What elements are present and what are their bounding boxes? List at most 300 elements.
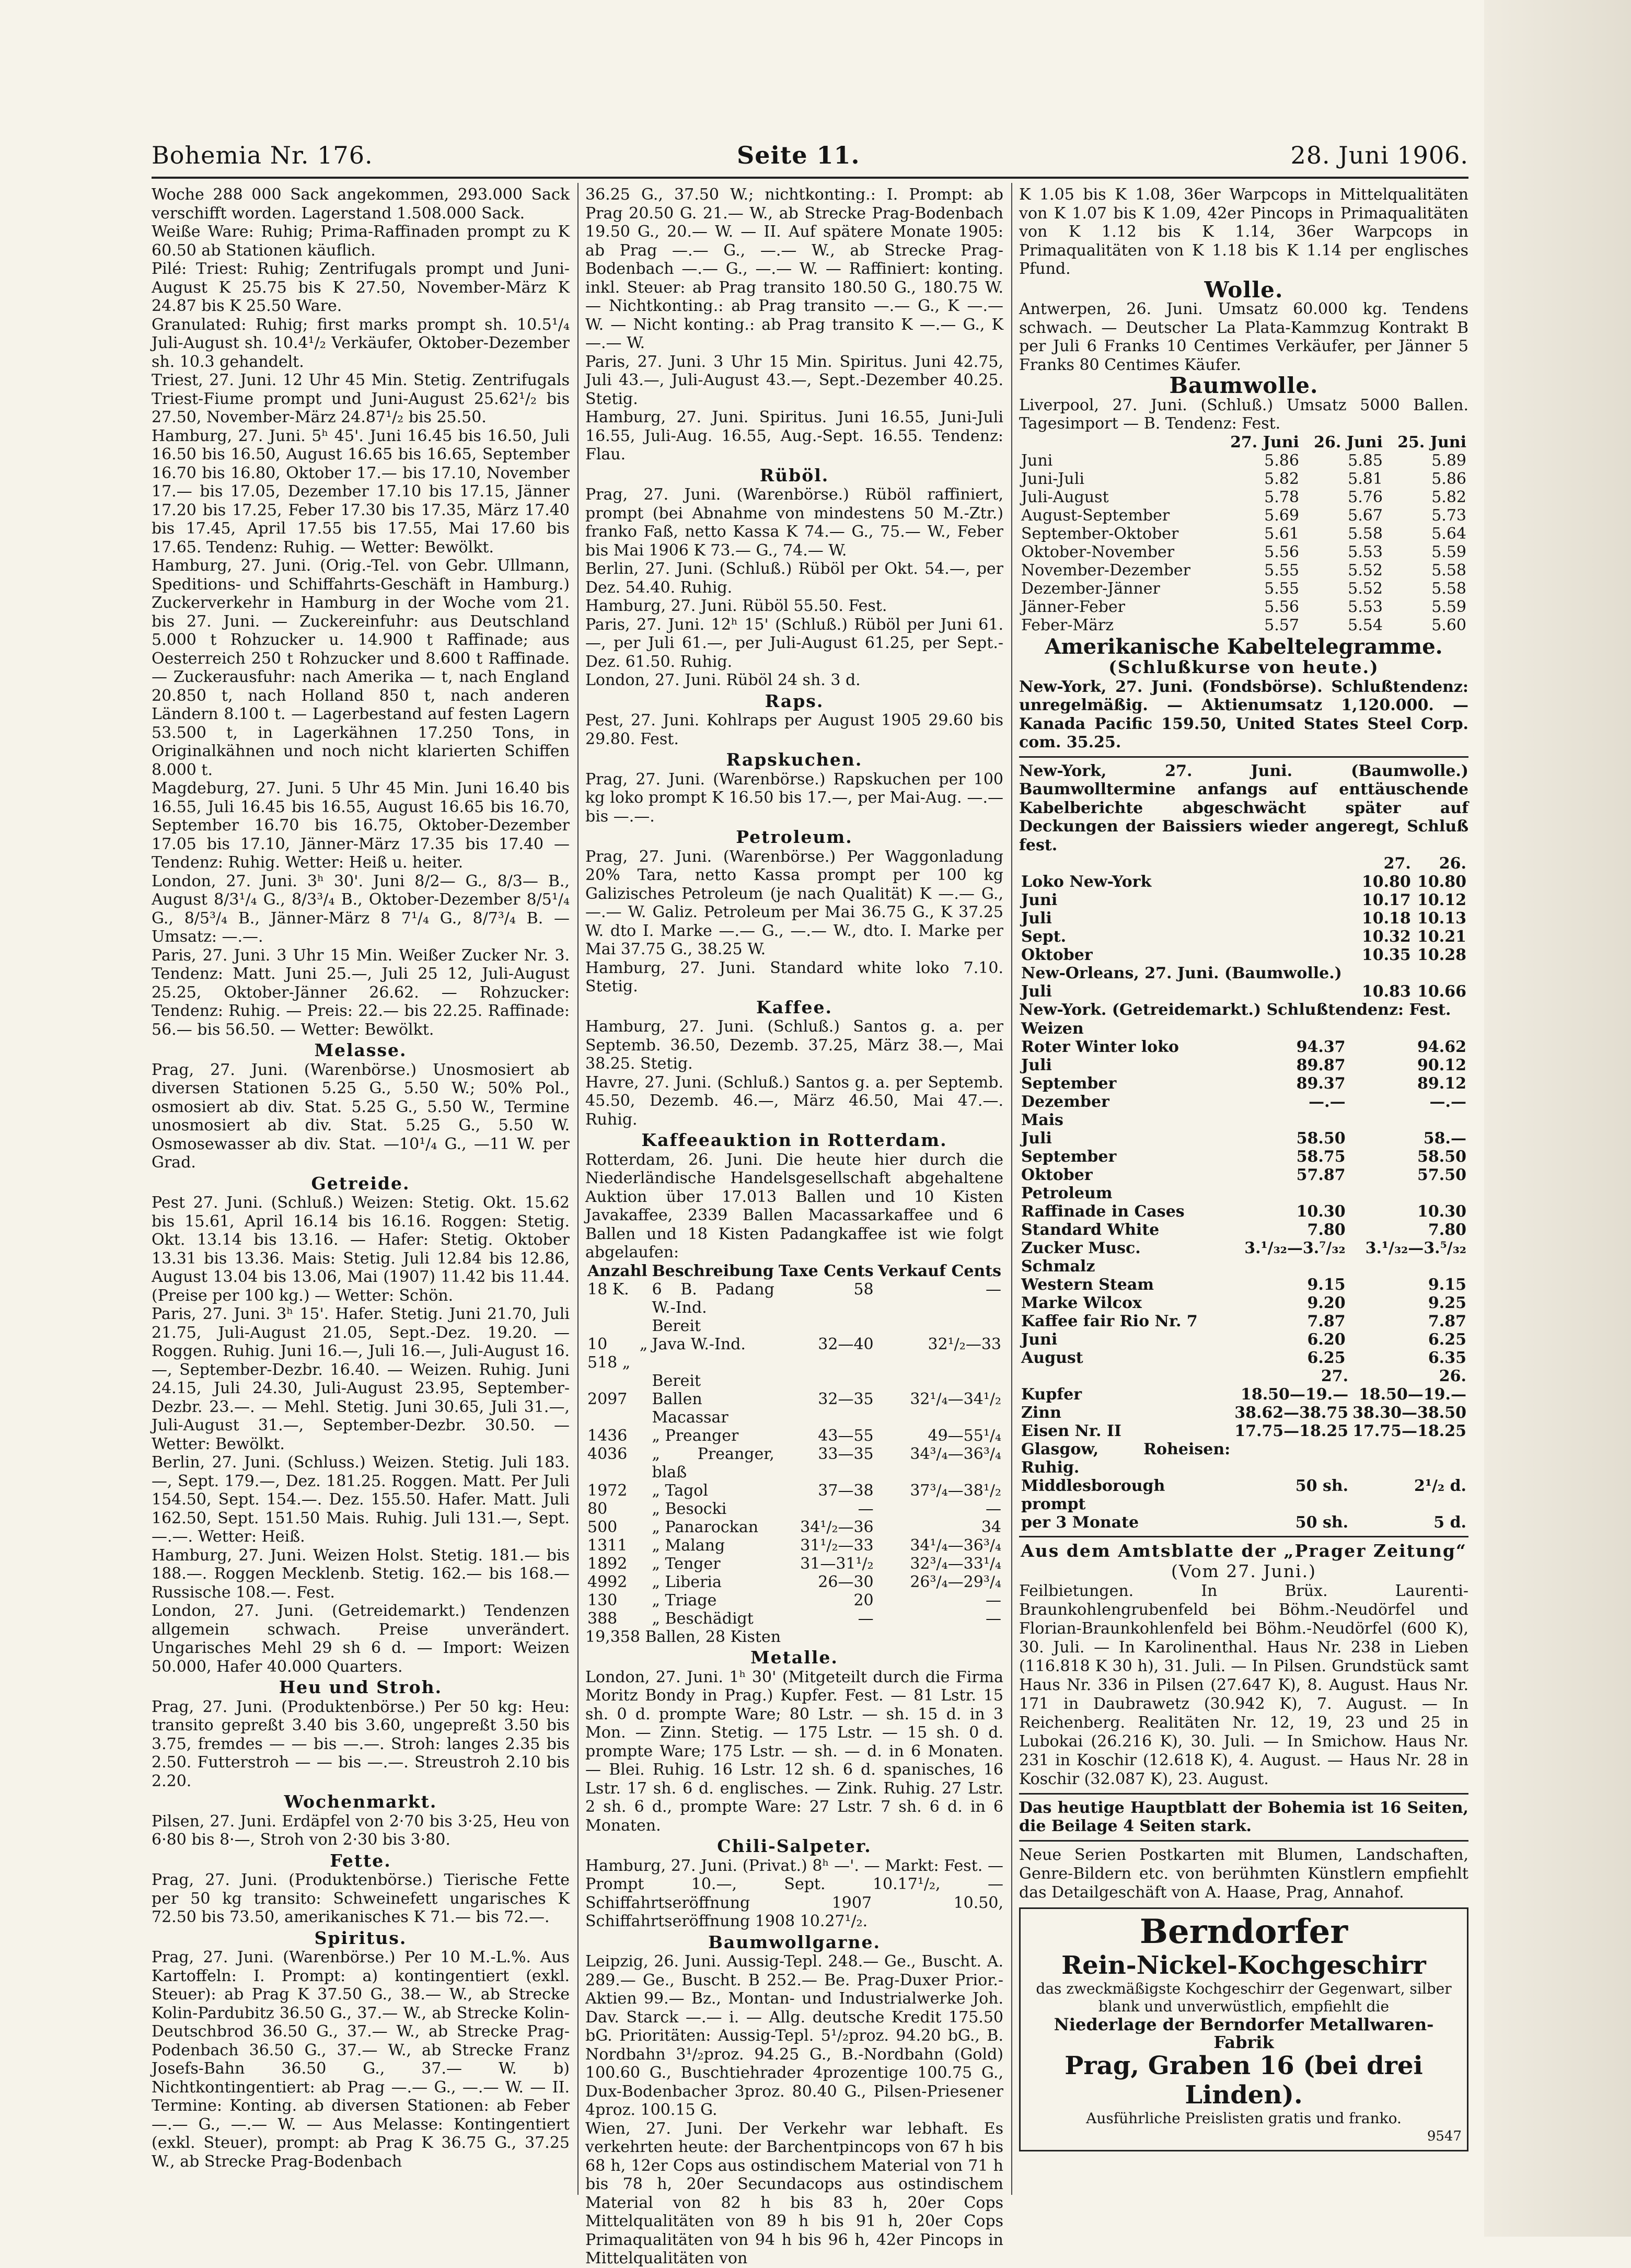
table-cell: — [986, 1591, 1001, 1610]
paragraph: Antwerpen, 26. Juni. Umsatz 60.000 kg. Tendens schwach. — Deutscher La Plata-Kammzug Kontrakt B per Juli 6 Franks 10 Centimes Verkäufer, per Jänner 5 Franks 80 Centimes Käufer. [1019, 300, 1468, 374]
table-cell [777, 1372, 876, 1390]
table-cell: 6.35 [1428, 1348, 1466, 1367]
table-cell: 5.73 [1431, 506, 1466, 525]
table-cell: 33—35 [818, 1444, 874, 1463]
table-cell: August-September [1021, 506, 1170, 525]
table-cell: Juli [1021, 1129, 1052, 1148]
table-cell: Raffinade in Cases [1021, 1202, 1185, 1221]
table-cell: 10.80 [1417, 873, 1466, 891]
table-cell: 10.35 [1361, 946, 1411, 964]
section-heading: Getreide. [311, 1173, 410, 1194]
table-cell: 10.12 [1417, 891, 1466, 909]
paragraph: Pest 27. Juni. (Schluß.) Weizen: Stetig. Okt. 15.62 bis 15.61, April 16.14 bis 16.16. Roggen: Stetig. Okt. 13.14 bis 13.16. — Hafer: Stetig. Oktober 13.31 bis 13.36. Mais: Stetig. Juli 12.84 bis 12.86, August 13.04 bis 13.06, Mai (1907) 11.42 bis 11.44. (Preise per 100 kg.) — Wetter: Schön. [152, 1194, 570, 1305]
table-row [1019, 598, 1468, 616]
table-cell: 9.15 [1307, 1275, 1346, 1294]
paragraph: Berlin, 27. Juni. (Schluss.) Weizen. Stetig. Juli 183.—, Sept. 179.—, Dez. 181.25. Roggen. Matt. Per Juli 154.50, Sept. 154.—. Dez. 155.50. Hafer. Matt. Juli 162.50, Sept. 151.50 Mais. Ruhig. Juli 131.—, Sept. —.—. Wetter: Heiß. [152, 1453, 570, 1546]
table-cell: 7.87 [1428, 1312, 1466, 1330]
table-cell: „ Tenger [652, 1554, 721, 1573]
table-row [1019, 1312, 1468, 1330]
table-cell: 5.69 [1264, 506, 1299, 525]
table-cell: 5.58 [1431, 561, 1466, 580]
table-cell: „ Besocki [652, 1499, 727, 1518]
table-row [1019, 1148, 1468, 1166]
table-row [1019, 928, 1468, 946]
table-cell: „ Preanger [652, 1426, 739, 1445]
table-cell [1413, 964, 1468, 982]
table-cell: 10.17 [1361, 891, 1411, 909]
table-cell: 90.12 [1417, 1056, 1466, 1074]
column-divider [577, 183, 579, 2195]
column-3 [1019, 186, 1468, 2197]
table-cell: — [986, 1609, 1001, 1628]
divider [1019, 1793, 1468, 1795]
table-cell: 31¹/₂—33 [800, 1536, 874, 1555]
table-body [1019, 452, 1468, 634]
table-cell: 2097 [587, 1390, 628, 1408]
table-cell: 10.80 [1361, 873, 1411, 891]
table-cell: 49—55¹/₄ [928, 1426, 1001, 1445]
table-row [1019, 1440, 1468, 1477]
table-row [1019, 1020, 1468, 1038]
advertisement-box [1019, 1907, 1468, 2152]
table-cell: 58.50 [1296, 1129, 1346, 1148]
paragraph: New-York, 27. Juni. (Baumwolle.) Baumwolltermine anfangs auf enttäuschende Kabelberichte abgeschwächt später auf Deckungen der Baissiers wieder angeregt, Schluß fest. [1019, 761, 1468, 854]
table-cell: 34 [981, 1518, 1001, 1536]
section-heading: Rüböl. [759, 465, 829, 485]
table-cell [876, 1317, 1003, 1335]
table-cell: Juni [1021, 451, 1053, 470]
paragraph: London, 27. Juni. Rüböl 24 sh. 3 d. [585, 671, 861, 689]
header-rule [152, 177, 1468, 179]
table-row [1019, 946, 1468, 964]
table-header-cell [1019, 854, 1358, 873]
table-cell [1227, 1020, 1347, 1038]
table-cell: Mais [1021, 1110, 1063, 1129]
table-header-cell: Verkauf Cents [877, 1262, 1001, 1280]
table-row [1019, 1184, 1468, 1202]
table-cell: 57.50 [1417, 1165, 1466, 1184]
table-cell: 37—38 [818, 1481, 874, 1500]
table-row [585, 1427, 1003, 1445]
table-cell: —.— [1309, 1092, 1346, 1111]
section-heading: Fette. [330, 1850, 391, 1871]
table-row [1019, 1349, 1468, 1367]
table-row [1019, 1330, 1468, 1349]
table-cell: 6 B. Padang W.-Ind. [652, 1280, 774, 1317]
table-cell: 5.59 [1431, 542, 1466, 561]
paragraph: Triest, 27. Juni. 12 Uhr 45 Min. Stetig. Zentrifugals Triest-Fiume prompt und Juni-August 25.62¹/₂ bis 27.50, November-März 24.87¹/₂ bis 25.50. [152, 371, 570, 426]
table-cell: 20 [853, 1591, 874, 1610]
table-cell: 7.80 [1307, 1220, 1346, 1239]
table-cell: 5.86 [1431, 469, 1466, 488]
header-page-number: Seite 11. [737, 141, 860, 169]
table-row [1019, 982, 1468, 1001]
table-cell: 58.— [1423, 1129, 1466, 1148]
table-cell: Jänner-Feber [1021, 597, 1126, 616]
table-cell: 89.12 [1417, 1074, 1466, 1093]
table-cell: 10 „ 518 „ [587, 1335, 648, 1372]
table-cell: November-Dezember [1021, 561, 1191, 580]
table-cell: Juli [1021, 1056, 1052, 1074]
table-cell: 10.21 [1417, 928, 1466, 946]
table-cell [777, 1317, 876, 1335]
table-body [1019, 1020, 1468, 1367]
table-cell: 58.50 [1417, 1147, 1466, 1166]
grain-market-table [1019, 1020, 1468, 1367]
table-header-cell: 27. [1383, 854, 1411, 873]
table-cell: 37³/₄—38¹/₂ [910, 1481, 1001, 1500]
table-cell: 58.75 [1296, 1147, 1346, 1166]
paragraph: Prag, 27. Juni. (Produktenbörse.) Tierische Fette per 50 kg transito: Schweinefett ungarisches K 72.50 bis 73.50, amerikanisches K 71.— bis 72.—. [152, 1871, 570, 1926]
table-cell: Petroleum [1021, 1184, 1113, 1202]
advertisement-text: Neue Serien Postkarten mit Blumen, Landschaften, Genre-Bildern etc. von berühmten Künstlern empfiehlt das Detailgeschäft von A. Haase, Prag, Annahof. [1019, 1845, 1468, 1902]
table-header-cell: Taxe Cents [778, 1262, 874, 1280]
section-heading: Baumwolle. [1169, 373, 1318, 398]
table-cell: 50 sh. [1295, 1513, 1349, 1532]
table-cell: 5.60 [1431, 616, 1466, 634]
table-cell [876, 1372, 1003, 1390]
table-cell: 5.56 [1264, 597, 1299, 616]
table-cell: 5.58 [1431, 579, 1466, 598]
divider [1019, 1536, 1468, 1537]
table-row [1019, 873, 1468, 891]
table-cell: 5.67 [1348, 506, 1383, 525]
table-cell: 5.78 [1264, 488, 1299, 506]
table-cell: — [858, 1609, 874, 1628]
table-cell: 58 [853, 1280, 874, 1299]
paragraph: Pilsen, 27. Juni. Erdäpfel von 2·70 bis 3·25, Heu von 6·80 bis 8·—, Stroh von 2·30 bis 3·80. [152, 1812, 570, 1849]
table-cell: 34¹/₂—36 [800, 1518, 874, 1536]
table-cell: „ Panarockan [652, 1518, 759, 1536]
paragraph: Paris, 27. Juni. 3ʰ 15'. Hafer. Stetig. Juni 21.70, Juli 21.75, Juli-August 21.05, Sept.-Dez. 19.20. — Roggen. Ruhig. Juni 16.—, Juli 16.—, Juli-August 16.—, September-Dezbr. 16.40. — Weizen. Ruhig. Juni 24.15, Juli 24.30, Juli-August 23.95, September-Dezbr. 23.—. — Mehl. Stetig. Juni 30.65, Juli 31.—, Juli-August 31.—, September-Dezbr. 30.50. — Wetter: Bewölkt. [152, 1305, 570, 1453]
table-cell: 1311 [587, 1536, 628, 1555]
table-cell: 5.64 [1431, 524, 1466, 543]
table-cell: Oktober [1021, 1165, 1093, 1184]
section-heading: Wolle. [1204, 276, 1283, 303]
table-cell: 10.28 [1417, 946, 1466, 964]
table-cell: Zinn [1021, 1403, 1061, 1422]
table-cell: 32¹/₂—33 [928, 1335, 1001, 1353]
table-cell: 500 [587, 1518, 618, 1536]
table-row [585, 1280, 1003, 1317]
paragraph: London, 27. Juni. (Getreidemarkt.) Tendenzen allgemein schwach. Preise unverändert. Ungarisches Mehl 29 sh 6 d. — Import: Weizen 50.000, Hafer 40.000 Quarters. [152, 1602, 570, 1676]
section-heading: Kaffee. [756, 997, 832, 1017]
table-cell: 38.30—38.50 [1352, 1403, 1466, 1422]
table-cell: 5.53 [1348, 597, 1383, 616]
table-cell: September-Oktober [1021, 524, 1179, 543]
column-divider [1011, 183, 1012, 2195]
table-cell: New-Orleans, 27. Juni. (Baumwolle.) [1021, 964, 1342, 982]
table-row [1019, 1221, 1468, 1239]
paragraph: 36.25 G., 37.50 W.; nichtkonting.: I. Prompt: ab Prag 20.50 G. 21.— W., ab Strecke Prag-Bodenbach 19.50 G., 20.— W. — II. Auf spätere Monate 1905: ab Prag —.— G., —.— W., ab Strecke Prag-Bodenbach —.— G., —.— W. — Raffiniert: konting. inkl. Steuer: ab Prag transito 180.50 G., 180.75 W. — Nichtkonting.: ab Prag transito —.— G., K —.— W. — Nicht konting.: ab Prag transito K —.— G., K —.— W. [585, 186, 1003, 352]
table-cell: 9.25 [1428, 1293, 1466, 1312]
table-cell: „ Malang [652, 1536, 725, 1555]
table-cell: „ Preanger, blaß [652, 1444, 774, 1482]
table-cell: 5.81 [1348, 469, 1383, 488]
ad-text: Ausführliche Preislisten gratis und franko. [1086, 2109, 1402, 2127]
table-header-row [1019, 854, 1468, 873]
table-cell: 17.75—18.25 [1352, 1421, 1466, 1440]
section-heading: Rapskuchen. [726, 749, 863, 770]
paragraph: New-York, 27. Juni. (Fondsbörse). Schlußtendenz: unregelmäßig. — Aktienumsatz 1,120.000. — Kanada Pacific 159.50, United States Steel Corp. com. 35.25. [1019, 677, 1468, 751]
table-cell: 89.37 [1296, 1074, 1346, 1093]
header-date: 28. Juni 1906. [1290, 141, 1468, 169]
paragraph: Hamburg, 27. Juni. Weizen Holst. Stetig. 181.— bis 188.—. Roggen Mecklenb. Stetig. 162.— bis 168.— Russische 108.—. Fest. [152, 1546, 570, 1602]
table-cell: 1972 [587, 1481, 628, 1500]
table-cell [1232, 1440, 1350, 1477]
table-cell [1358, 964, 1413, 982]
table-row [1019, 909, 1468, 928]
cotton-price-table [1019, 433, 1468, 634]
paragraph: Weiße Ware: Ruhig; Prima-Raffinaden prompt zu K 60.50 ab Stationen käuflich. [152, 223, 570, 260]
paragraph: Hamburg, 27. Juni. Rüböl 55.50. Fest. [585, 597, 887, 615]
paragraph: Liverpool, 27. Juni. (Schluß.) Umsatz 5000 Ballen. Tagesimport — B. Tendenz: Fest. [1019, 396, 1468, 433]
section-heading: Melasse. [314, 1040, 407, 1060]
table-cell [1227, 1111, 1347, 1129]
table-cell: Juli [1021, 909, 1052, 928]
table-cell: „ Triage [652, 1591, 717, 1610]
table-cell: 26³/₄—29³/₄ [910, 1572, 1001, 1591]
table-cell: Standard White [1021, 1220, 1160, 1239]
section-heading: Metalle. [750, 1647, 838, 1668]
table-row [1019, 561, 1468, 580]
table-cell: 5.82 [1264, 469, 1299, 488]
table-cell: Feber-März [1021, 616, 1114, 634]
paragraph: New-York. (Getreidemarkt.) Schlußtendenz: Fest. [1019, 1001, 1451, 1019]
table-cell: 9.20 [1307, 1293, 1346, 1312]
table-cell: 5.52 [1348, 561, 1383, 580]
paragraph: London, 27. Juni. 1ʰ 30' (Mitgeteilt durch die Firma Moritz Bondy in Prag.) Kupfer. Fest. — 81 Lstr. 15 sh. 0 d. prompte Ware; 80 Lstr. — sh. 15 d. in 3 Mon. — Zinn. Stetig. — 175 Lstr. — 15 sh. 0 d. prompte Ware; 175 Lstr. — sh. — d. in 6 Monaten. — Blei. Ruhig. 16 Lstr. 12 sh. 6 d. spanisches, 16 Lstr. 17 sh. 6 d. englisches. — Zink. Ruhig. 27 Lstr. 2 sh. 6 d., prompte Ware: 27 Lstr. 7 sh. 6 d. in 6 Monaten. [585, 1668, 1003, 1835]
divider [1019, 756, 1468, 758]
table-body [1019, 873, 1468, 1001]
table-row [1019, 506, 1468, 525]
paragraph: Paris, 27. Juni. 3 Uhr 15 Min. Weißer Zucker Nr. 3. Tendenz: Matt. Juni 25.—, Juli 25 12, Juli-August 25.25, Oktober-Jänner 26.62. — Rohzucker: Tendenz: Ruhig. — Preis: 22.— bis 22.25. Raffinade: 56.— bis 56.50. — Wetter: Bewölkt. [152, 946, 570, 1039]
ny-cotton-table [1019, 854, 1468, 1001]
table-header-cell: Anzahl [587, 1262, 647, 1280]
table-body [585, 1280, 1003, 1628]
table-row [1019, 1202, 1468, 1221]
table-cell: September [1021, 1074, 1117, 1093]
table-cell: 9.15 [1428, 1275, 1466, 1294]
paragraph: Pest, 27. Juni. Kohlraps per August 1905 29.60 bis 29.80. Fest. [585, 711, 1003, 748]
table-cell: 80 [587, 1499, 608, 1518]
table-cell: 32³/₄—33¹/₄ [910, 1554, 1001, 1573]
section-heading: Heu und Stroh. [279, 1677, 443, 1697]
table-cell [1348, 1020, 1468, 1038]
table-row [1019, 1422, 1468, 1440]
paragraph: Prag, 27. Juni. (Warenbörse.) Unosmosiert ab diversen Stationen 5.25 G., 5.50 W.; 50% Pol., osmosiert ab div. Stat. 5.25 G., 5.50 W., Termine unosmosiert ab div. Stat. 5.25 G., 5.50 W. Osmosewasser ab div. Stat. —10¹/₄ G., —11 W. per Grad. [152, 1060, 570, 1172]
table-row [585, 1500, 1003, 1518]
table-cell: 5.55 [1264, 561, 1299, 580]
section-subheading: (Schlußkurse von heute.) [1108, 657, 1379, 677]
section-heading: Kaffeeauktion in Rotterdam. [641, 1130, 947, 1150]
table-row [1019, 1257, 1468, 1276]
table-body [1019, 1385, 1468, 1532]
table-cell: 10.66 [1417, 982, 1466, 1001]
column-1 [152, 186, 570, 2197]
table-cell: Juni [1021, 1330, 1058, 1349]
section-heading: Petroleum. [736, 827, 853, 847]
table-cell: Loko New-York [1021, 873, 1152, 891]
table-header-cell: 26. [1439, 1367, 1466, 1385]
table-row [585, 1555, 1003, 1573]
table-cell: Sept. [1021, 928, 1067, 946]
header-publication: Bohemia Nr. 176. [152, 141, 373, 169]
table-cell: Roter Winter loko [1021, 1037, 1179, 1056]
table-cell: 34³/₄—36³/₄ [910, 1444, 1001, 1463]
table-cell: 5.85 [1348, 451, 1383, 470]
table-cell: September [1021, 1147, 1117, 1166]
table-cell: 17.75—18.25 [1234, 1421, 1349, 1440]
table-cell: 26—30 [818, 1572, 874, 1591]
table-total: 19,358 Ballen, 28 Kisten [585, 1627, 781, 1646]
coffee-auction-table [585, 1262, 1003, 1628]
section-subheading: (Vom 27. Juni.) [1171, 1561, 1316, 1581]
table-row [585, 1536, 1003, 1555]
table-cell: 32—35 [818, 1390, 874, 1408]
table-header-cell: 27. [1321, 1367, 1349, 1385]
paragraph: Prag, 27. Juni. (Warenbörse.) Rüböl raffiniert, prompt (bei Abnahme von mindestens 50 M.-Ztr.) franko Faß, netto Kassa K 74.— G., 75.— W., Feber bis Mai 1906 K 73.— G., 74.— W. [585, 485, 1003, 560]
table-cell: 388 [587, 1609, 618, 1628]
table-cell: 43—55 [818, 1426, 874, 1445]
table-cell: Kupfer [1021, 1385, 1082, 1404]
paragraph: Leipzig, 26. Juni. Aussig-Tepl. 248.— Ge., Buscht. A. 289.— Ge., Buscht. B 252.— Be. Prag-Duxer Prior.-Aktien 99.— Bz., Montan- und Industrialwerke Joh. Dav. Starck —.— i. — Allg. deutsche Kredit 175.50 bG. Prioritäten: Aussig-Tepl. 5¹/₂proz. 94.20 bG., B. Nordbahn 3¹/₂proz. 94.25 G., B.-Nordbahn (Gold) 100.60 G., Buschtiehrader 4prozentige 100.75 G., Dux-Bodenbacher 3proz. 80.40 G., Pilsen-Priesener 4proz. 100.15 G. [585, 1952, 1003, 2119]
section-heading: Raps. [765, 690, 824, 711]
section-heading: Chili-Salpeter. [717, 1836, 872, 1856]
table-cell: 31—31¹/₂ [800, 1554, 874, 1573]
table-row [1019, 1093, 1468, 1111]
paragraph: Hamburg, 27. Juni. 5ʰ 45'. Juni 16.45 bis 16.50, Juli 16.50 bis 16.50, August 16.65 bis 16.65, September 16.70 bis 16.80, Oktober 17.— bis 17.10, November 17.— bis 17.05, Dezember 17.10 bis 17.15, Jänner 17.20 bis 17.25, Feber 17.30 bis 17.35, März 17.40 bis 17.45, April 17.55 bis 17.55, Mai 17.60 bis 17.65. Tendenz: Ruhig. — Wetter: Bewölkt. [152, 426, 570, 557]
table-cell: Bereit [652, 1371, 701, 1390]
table-cell: 5.58 [1348, 524, 1383, 543]
paragraph: Havre, 27. Juni. (Schluß.) Santos g. a. per Septemb. 45.50, Dezemb. 46.—, März 46.50, Mai 47.—. Ruhig. [585, 1073, 1003, 1129]
table-cell [1227, 1184, 1347, 1202]
table-cell: 1892 [587, 1554, 628, 1573]
table-cell: —.— [1429, 1092, 1466, 1111]
table-row [1019, 891, 1468, 909]
table-cell: 34¹/₄—36³/₄ [910, 1536, 1001, 1555]
table-header-cell [1019, 433, 1218, 452]
table-cell: 7.87 [1307, 1312, 1346, 1330]
table-row [1019, 580, 1468, 598]
table-row [1019, 1385, 1468, 1404]
paragraph: Prag, 27. Juni. (Warenbörse.) Rapskuchen per 100 kg loko prompt K 16.50 bis 17.—, per Mai-Aug. —.— bis —.—. [585, 770, 1003, 826]
ad-title: Berndorfer [1139, 1912, 1348, 1951]
divider [1019, 1840, 1468, 1842]
table-row [1019, 1074, 1468, 1093]
table-row [585, 1335, 1003, 1372]
table-cell: 10.83 [1361, 982, 1411, 1001]
table-cell: — [986, 1499, 1001, 1518]
table-cell: 5.82 [1431, 488, 1466, 506]
page-header [152, 141, 1468, 178]
table-header-row [1019, 1367, 1468, 1385]
table-cell: 6.25 [1307, 1348, 1346, 1367]
table-cell: 94.62 [1417, 1037, 1466, 1056]
ad-subtitle: Rein-Nickel-Kochgeschirr [1061, 1950, 1426, 1980]
table-cell: 57.87 [1296, 1165, 1346, 1184]
paragraph: Prag, 27. Juni. (Produktenbörse.) Per 50 kg: Heu: transito gepreßt 3.40 bis 3.60, ungepreßt 3.50 bis 3.75, fremdes — — bis —.—. Stroh: langes 2.35 bis 2.50. Futterstroh — — bis —.—. Streustroh 2.10 bis 2.20. [152, 1697, 570, 1790]
paragraph: Woche 288 000 Sack angekommen, 293.000 Sack verschifft worden. Lagerstand 1.508.000 Sack. [152, 186, 570, 223]
paragraph: Prag, 27. Juni. (Warenbörse.) Per 10 M.-L.%. Aus Kartoffeln: I. Prompt: a) kontingentiert (exkl. Steuer): ab Prag K 37.50 G., 38.— W., ab Strecke Kolin-Pardubitz 36.50 G., 37.— W., ab Strecke Kolin-Deutschbrod 36.50 G., 37.— W., ab Strecke Prag-Podenbach 36.50 G., 37.— W., ab Strecke Franz Josefs-Bahn 36.50 G., 37.— W. b) Nichtkontingentiert: ab Prag —.— G., —.— W. — II. Termine: Konting. ab diversen Stationen: ab Feber —.— G., —.— W. — Aus Melasse: Kontingentiert (exkl. Steuer), prompt: ab Prag K 36.75 G., 37.25 W., ab Strecke Prag-Bodenbach [152, 1948, 570, 2171]
table-header-cell: 26. [1439, 854, 1466, 873]
page-edge [1484, 0, 1631, 2237]
table-cell: 5.52 [1348, 579, 1383, 598]
table-cell [1348, 1111, 1468, 1129]
table-cell [1227, 1257, 1347, 1276]
table-row [1019, 1404, 1468, 1422]
table-row [1019, 1239, 1468, 1257]
table-row [585, 1372, 1003, 1390]
table-cell: 5 d. [1433, 1513, 1466, 1532]
table-row [1019, 543, 1468, 561]
table-cell: 5.57 [1264, 616, 1299, 634]
table-cell: 50 sh. [1295, 1476, 1349, 1495]
table-row [1019, 1513, 1468, 1532]
table-cell: 5.61 [1264, 524, 1299, 543]
paragraph: Hamburg, 27. Juni. Spiritus. Juni 16.55, Juni-Juli 16.55, Juli-Aug. 16.55, Aug.-Sept. 16.55. Tendenz: Flau. [585, 408, 1003, 464]
table-header-row [585, 1262, 1003, 1280]
table-row [585, 1591, 1003, 1610]
table-cell: 32¹/₄—34¹/₂ [910, 1390, 1001, 1408]
table-cell: Bereit [652, 1316, 701, 1335]
paragraph: Wien, 27. Juni. Der Verkehr war lebhaft. Es verkehrten heute: der Barchentpincops von 67 h bis 68 h, 12er Cops aus ostindischem Material von 71 h bis 78 h, 20er Secundacops aus ostindischem Material von 82 h bis 83 h, 20er Cops Mittelqualitäten von 89 h bis 91 h, 20er Cops Primaqualitäten von 94 h bis 96 h, 42er Pincops in Mittelqualitäten von [585, 2119, 1003, 2267]
table-cell: 89.87 [1296, 1056, 1346, 1074]
metal-price-table [1019, 1367, 1468, 1532]
table-cell: 6.20 [1307, 1330, 1346, 1349]
table-row [1019, 1111, 1468, 1129]
table-row [585, 1482, 1003, 1500]
table-cell: 3.¹/₃₂—3.⁵/₃₂ [1365, 1239, 1466, 1257]
table-header-cell [1019, 1367, 1232, 1385]
table-cell: Eisen Nr. II [1021, 1421, 1121, 1440]
table-cell: 10.32 [1361, 928, 1411, 946]
paragraph: Rotterdam, 26. Juni. Die heute hier durch die Niederländische Handelsgesellschaft abgehaltene Auktion über 17.013 Ballen und 10 Kisten Javakaffee, 2339 Ballen Macassarkaffee und 6 Ballen und 18 Kisten Padangkaffee ist wie folgt abgelaufen: [585, 1150, 1003, 1262]
table-cell: — [858, 1499, 874, 1518]
column-2 [585, 186, 1003, 2267]
table-cell: — [986, 1280, 1001, 1299]
table-cell: 5.56 [1264, 542, 1299, 561]
table-cell: 18 K. [587, 1280, 629, 1299]
table-cell: 32—40 [818, 1335, 874, 1353]
table-cell: „ Liberia [652, 1572, 722, 1591]
section-heading: Baumwollgarne. [708, 1931, 881, 1952]
paragraph: Hamburg, 27. Juni. (Schluß.) Santos g. a. per Septemb. 36.50, Dezemb. 37.25, März 38.—, Mai 38.25. Stetig. [585, 1017, 1003, 1073]
table-row [1019, 1166, 1468, 1184]
table-cell: Juli [1021, 982, 1052, 1001]
table-cell: 10.13 [1417, 909, 1466, 928]
section-heading: Wochenmarkt. [284, 1791, 437, 1812]
paragraph: Feilbietungen. In Brüx. Laurenti-Braunkohlengrubenfeld bei Böhm.-Neudörfel und Florian-Braunkohlenfeld bei Böhm.-Neudörfel (600 K), 30. Juli. — In Karolinenthal. Haus Nr. 238 in Lieben (116.818 K 30 h), 31. Juli. — In Pilsen. Grundstück samt Haus Nr. 336 in Pilsen (27.647 K), 8. August. Haus Nr. 171 in Daubrawetz (30.942 K), 7. August. — In Reichenberg. Realitäten Nr. 12, 19, 23 und 25 in Lubokai (26.216 K), 30. Juli. — In Smichow. Haus Nr. 231 in Koschir (12.618 K), 4. August. — Haus Nr. 28 in Koschir (32.087 K), 23. August. [1019, 1581, 1468, 1788]
table-header-cell: 26. Juni [1314, 433, 1383, 452]
table-cell [585, 1317, 650, 1335]
table-cell: 10.30 [1296, 1202, 1346, 1221]
table-cell [1348, 1184, 1468, 1202]
table-cell: Glasgow, Roheisen: Ruhig. [1021, 1440, 1231, 1477]
table-cell: 10.18 [1361, 909, 1411, 928]
paragraph: Berlin, 27. Juni. (Schluß.) Rüböl per Okt. 54.—, per Dez. 54.40. Ruhig. [585, 560, 1003, 597]
table-cell: Weizen [1021, 1019, 1084, 1038]
section-heading: Aus dem Amtsblatte der „Prager Zeitung“ [1021, 1540, 1467, 1561]
table-cell: 7.80 [1428, 1220, 1466, 1239]
table-row [1019, 1129, 1468, 1148]
paragraph: Hamburg, 27. Juni. (Privat.) 8ʰ —'. — Markt: Fest. — Prompt 10.—, Sept. 10.17¹/₂, — Schiffahrtseröffnung 1907 10.50, Schiffahrtseröffnung 1908 10.27¹/₂. [585, 1856, 1003, 1930]
table-cell: Schmalz [1021, 1257, 1095, 1276]
table-row [1019, 1294, 1468, 1312]
paragraph: K 1.05 bis K 1.08, 36er Warpcops in Mittelqualitäten von K 1.07 bis K 1.09, 42er Pincops in Primaqualitäten von K 1.12 bis K 1.14, 36er Warpcops in Primaqualitäten von K 1.18 bis K 1.14 per englisches Pfund. [1019, 186, 1468, 278]
table-cell [1348, 1257, 1468, 1276]
table-cell: Juni-Juli [1021, 469, 1084, 488]
